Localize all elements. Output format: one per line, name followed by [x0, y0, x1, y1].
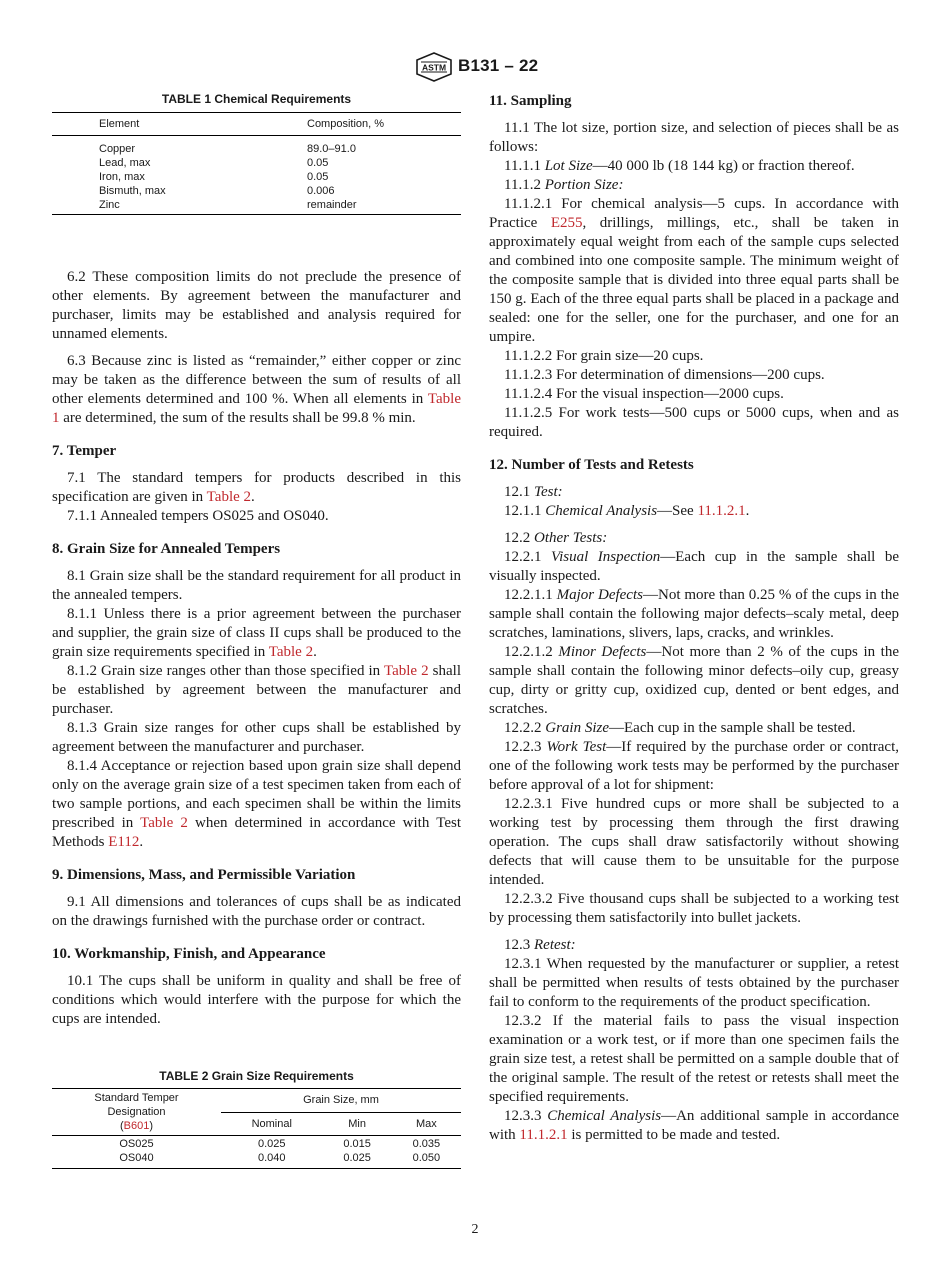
text: Designation	[107, 1106, 166, 1118]
para-8-1-2	[52, 662, 461, 719]
text: —If required by the purchase order or contract, one of the following work tests may be performed by the purchaser before approval of a lot for shipment:	[489, 739, 900, 793]
text: when determined in accordance with Test Methods	[52, 815, 461, 850]
table-2	[52, 1069, 461, 1169]
table-cell: 0.05	[307, 157, 329, 169]
standard-designation: B131 – 22	[458, 56, 539, 75]
para-12-2-3-2: 12.2.3.2 Five thousand cups shall be subjected to a working test by processing them satisfactorily into bullet jackets.	[489, 891, 899, 926]
text: —Not more than 2 % of the cups in the sample shall contain the following minor defects–oily cup, greasy cup, dirty or gritty cup, oxidized cup, dented or bent edges, and scratches.	[489, 644, 900, 717]
section-11-heading: 11. Sampling	[489, 93, 572, 109]
text: is permitted to be made and tested.	[567, 1127, 781, 1143]
text: 12.1	[504, 484, 534, 500]
text: Test:	[534, 484, 563, 500]
table-2-link[interactable]: Table 2	[206, 489, 252, 505]
para-11-1-2-2: 11.1.2.2 For grain size—20 cups.	[504, 348, 704, 364]
para-12-3-2: 12.3.2 If the material fails to pass the visual inspection examination or a work test, or if more than one specimen fails the grain size test, a retest shall be permitted on a sample double that of the original sample. The result of the retest or retests shall meet the specified requirements.	[489, 1013, 899, 1105]
para-11-1-2-1	[489, 195, 899, 347]
astm-logo-icon	[416, 52, 452, 82]
text: .	[251, 489, 255, 505]
text: Major Defects	[556, 587, 643, 603]
text: —An additional sample in accordance with	[489, 1108, 900, 1143]
text: 11.1.2.1 For chemical analysis—5 cups. In accordance with Practice	[489, 196, 899, 231]
para-6-2: 6.2 These composition limits do not preclude the presence of other elements. By agreement between the manufacturer and purchaser, limits may be established and analysis required for unnamed elements.	[52, 269, 461, 342]
b601-link[interactable]: B601	[123, 1120, 150, 1132]
section-9-heading: 9. Dimensions, Mass, and Permissible Variation	[52, 867, 356, 883]
text: 12.3	[504, 937, 534, 953]
table-1-link[interactable]: Table 1	[52, 391, 461, 426]
text: —See	[657, 503, 698, 519]
table-1-header-element: Element	[99, 118, 140, 130]
para-11-1: 11.1 The lot size, portion size, and selection of pieces shall be as follows:	[489, 120, 899, 155]
table-cell: Copper	[99, 143, 136, 155]
table-row	[52, 198, 461, 215]
para-12-2-2	[489, 719, 899, 738]
para-8-1-1	[52, 605, 461, 662]
text: shall be established by agreement between the manufacturer and purchaser.	[52, 663, 461, 717]
text: —Each cup in the sample shall be visually inspected.	[489, 549, 899, 584]
para-11-1-2	[489, 176, 899, 195]
table-row	[52, 156, 461, 170]
para-12-2-1-2	[489, 643, 899, 719]
table-2-link[interactable]: Table 2	[383, 663, 429, 679]
left-column	[52, 92, 461, 1169]
page-number: 2	[471, 1222, 479, 1237]
table-1-header-composition: Composition, %	[307, 118, 385, 130]
text: .	[313, 644, 317, 660]
text: are determined, the sum of the results shall be 99.8 % min.	[59, 410, 416, 426]
table-cell: 0.035	[412, 1138, 441, 1150]
table-cell: Lead, max	[99, 157, 151, 169]
text: —40 000 lb (18 144 kg) or fraction thereof.	[592, 158, 855, 174]
section-8-heading: 8. Grain Size for Annealed Tempers	[52, 541, 281, 557]
para-7-1-1: 7.1.1 Annealed tempers OS025 and OS040.	[67, 508, 329, 524]
text: Visual Inspection	[551, 549, 661, 565]
table-2-header-min: Min	[348, 1118, 366, 1130]
para-12-3	[489, 936, 899, 955]
table-1-header-row	[52, 113, 461, 136]
text: 12.1.1	[504, 503, 546, 519]
para-9-1: 9.1 All dimensions and tolerances of cups shall be as indicated on the drawings furnished with the purchase order or contract.	[52, 894, 461, 929]
table-2-header-max: Max	[415, 1118, 437, 1130]
section-12-heading: 12. Number of Tests and Retests	[489, 457, 694, 473]
e112-link[interactable]: E112	[108, 834, 140, 850]
para-8-1-3: 8.1.3 Grain size ranges for other cups shall be established by agreement between the manufacturer and purchaser.	[52, 720, 461, 755]
text: 6.3 Because zinc is listed as “remainder,” either copper or zinc may be taken as the difference between the sum of results of all other elements determined and 100 %. When all elements in	[52, 353, 461, 407]
text: Grain Size	[545, 720, 609, 736]
text: Other Tests:	[534, 530, 608, 546]
table-1-grid	[52, 112, 461, 215]
table-cell: 0.050	[412, 1152, 441, 1164]
para-10-1: 10.1 The cups shall be uniform in quality and shall be free of conditions which would interfere with the purpose for which the cups are intended.	[52, 973, 461, 1027]
table-2-header-nominal: Nominal	[251, 1118, 292, 1130]
table-row	[52, 1151, 461, 1169]
table-2-grid	[52, 1088, 461, 1169]
table-cell: Zinc	[99, 199, 120, 211]
text: 11.1.2	[504, 177, 545, 193]
table-row	[52, 184, 461, 198]
text: Chemical Analysis	[545, 503, 658, 519]
text: 12.2.2	[504, 720, 546, 736]
para-7-1	[52, 469, 461, 507]
table-cell: Bismuth, max	[99, 185, 166, 197]
table-row	[52, 136, 461, 157]
table-row	[52, 1136, 461, 1152]
table-2-header-temper	[52, 1089, 221, 1136]
para-8-1: 8.1 Grain size shall be the standard requirement for all product in the annealed tempers.	[52, 568, 461, 603]
text: 12.3.3	[504, 1108, 548, 1124]
text: —Each cup in the sample shall be tested.	[609, 720, 856, 736]
table-cell: OS040	[119, 1152, 154, 1164]
text: 12.2.3	[504, 739, 547, 755]
text: Work Test	[546, 739, 607, 755]
para-12-3-1: 12.3.1 When requested by the manufacturer or supplier, a retest shall be permitted when results of tests obtained by the purchaser fail to conform to the requirements of the product specification.	[489, 956, 899, 1010]
section-10-heading: 10. Workmanship, Finish, and Appearance	[52, 946, 326, 962]
table-cell: 0.025	[343, 1152, 371, 1164]
text: Portion Size:	[544, 177, 624, 193]
para-12-1	[489, 483, 899, 502]
text: 12.2.1.2	[504, 644, 559, 660]
para-12-2-3	[489, 738, 899, 795]
section-11-1-2-1-link[interactable]: 11.1.2.1	[697, 503, 746, 519]
text: Lot Size	[544, 158, 593, 174]
table-cell: 0.040	[257, 1152, 286, 1164]
table-1-caption: TABLE 1 Chemical Requirements	[161, 92, 352, 106]
text: , drillings, millings, etc., shall be taken in approximately equal weight from each of the sample cups selected and combined into one composite sample. The minimum weight of the composite sample that is divided into three equal parts shall be 150 g. Each of the three equal parts shall be placed in a package and sealed: one for the seller, one for the purchaser, and one for an umpire.	[489, 215, 899, 345]
table-cell: remainder	[307, 199, 357, 211]
para-11-1-2-4: 11.1.2.4 For the visual inspection—2000 cups.	[504, 386, 784, 402]
table-2-link[interactable]: Table 2	[140, 815, 188, 831]
table-1	[52, 92, 461, 215]
table-2-caption: TABLE 2 Grain Size Requirements	[159, 1069, 354, 1083]
table-cell: 0.015	[343, 1138, 371, 1150]
text: Chemical Analysis	[547, 1108, 662, 1124]
table-2-header-row	[52, 1089, 461, 1113]
text: (B601)	[119, 1120, 154, 1132]
para-12-2-1	[489, 548, 899, 586]
text: 8.1.2 Grain size ranges other than those specified in	[67, 663, 384, 679]
table-row	[52, 170, 461, 184]
e255-link[interactable]: E255	[550, 215, 583, 231]
text: Standard Temper	[94, 1092, 179, 1104]
para-12-3-3	[489, 1107, 899, 1145]
text: 12.2	[504, 530, 534, 546]
table-2-header-grain-size: Grain Size, mm	[221, 1089, 461, 1113]
table-cell: OS025	[119, 1138, 154, 1150]
text: 8.1.4 Acceptance or rejection based upon grain size shall depend only on the average grain size of a test specimen taken from each of two sample portions, and each specimen shall be within the limits prescribed in	[52, 758, 461, 831]
text: .	[745, 503, 750, 519]
text: 12.2.1.1	[504, 587, 557, 603]
table-cell: 0.05	[307, 171, 329, 183]
text: Retest:	[534, 937, 576, 953]
text: 7.1 The standard tempers for products described in this specification are given in	[52, 470, 461, 505]
para-11-1-2-5: 11.1.2.5 For work tests—500 cups or 5000 cups, when and as required.	[489, 405, 899, 440]
table-cell: Iron, max	[99, 171, 145, 183]
table-2-link[interactable]: Table 2	[268, 644, 314, 660]
table-cell: 0.006	[307, 185, 335, 197]
text: .	[139, 834, 144, 850]
text: —Not more than 0.25 % of the cups in the sample shall contain the following major defects–scaly metal, deep scratches, laminations, slivers, laps, cracks, and wrinkles.	[489, 587, 900, 641]
table-cell: 0.025	[257, 1138, 286, 1150]
text: Minor Defects	[558, 644, 647, 660]
para-11-1-2-3: 11.1.2.3 For determination of dimensions—200 cups.	[504, 367, 825, 383]
para-12-2-3-1: 12.2.3.1 Five hundred cups or more shall be subjected to a working test by processing them through the first drawing operation. The cups shall draw satisfactorily without showing defects that will cause them to be unsuitable for the purpose intended.	[489, 796, 899, 888]
text: 11.1.1	[504, 158, 545, 174]
para-12-2-1-1	[489, 586, 899, 643]
section-11-1-2-1-link[interactable]: 11.1.2.1	[519, 1127, 568, 1143]
svg-text:ASTM: ASTM	[421, 62, 447, 73]
para-12-2	[489, 529, 899, 548]
page-header	[0, 52, 950, 84]
para-6-3	[52, 352, 461, 428]
table-cell: 89.0–91.0	[307, 143, 356, 155]
right-column	[489, 92, 899, 1145]
para-11-1-1	[489, 157, 899, 176]
text: 12.2.1	[504, 549, 552, 565]
para-12-1-1	[489, 502, 899, 521]
section-7-heading: 7. Temper	[52, 443, 117, 459]
para-8-1-4	[52, 757, 461, 852]
text: 8.1.1 Unless there is a prior agreement between the purchaser and supplier, the grain size of class II cups shall be produced to the grain size requirements specified in	[52, 606, 461, 660]
